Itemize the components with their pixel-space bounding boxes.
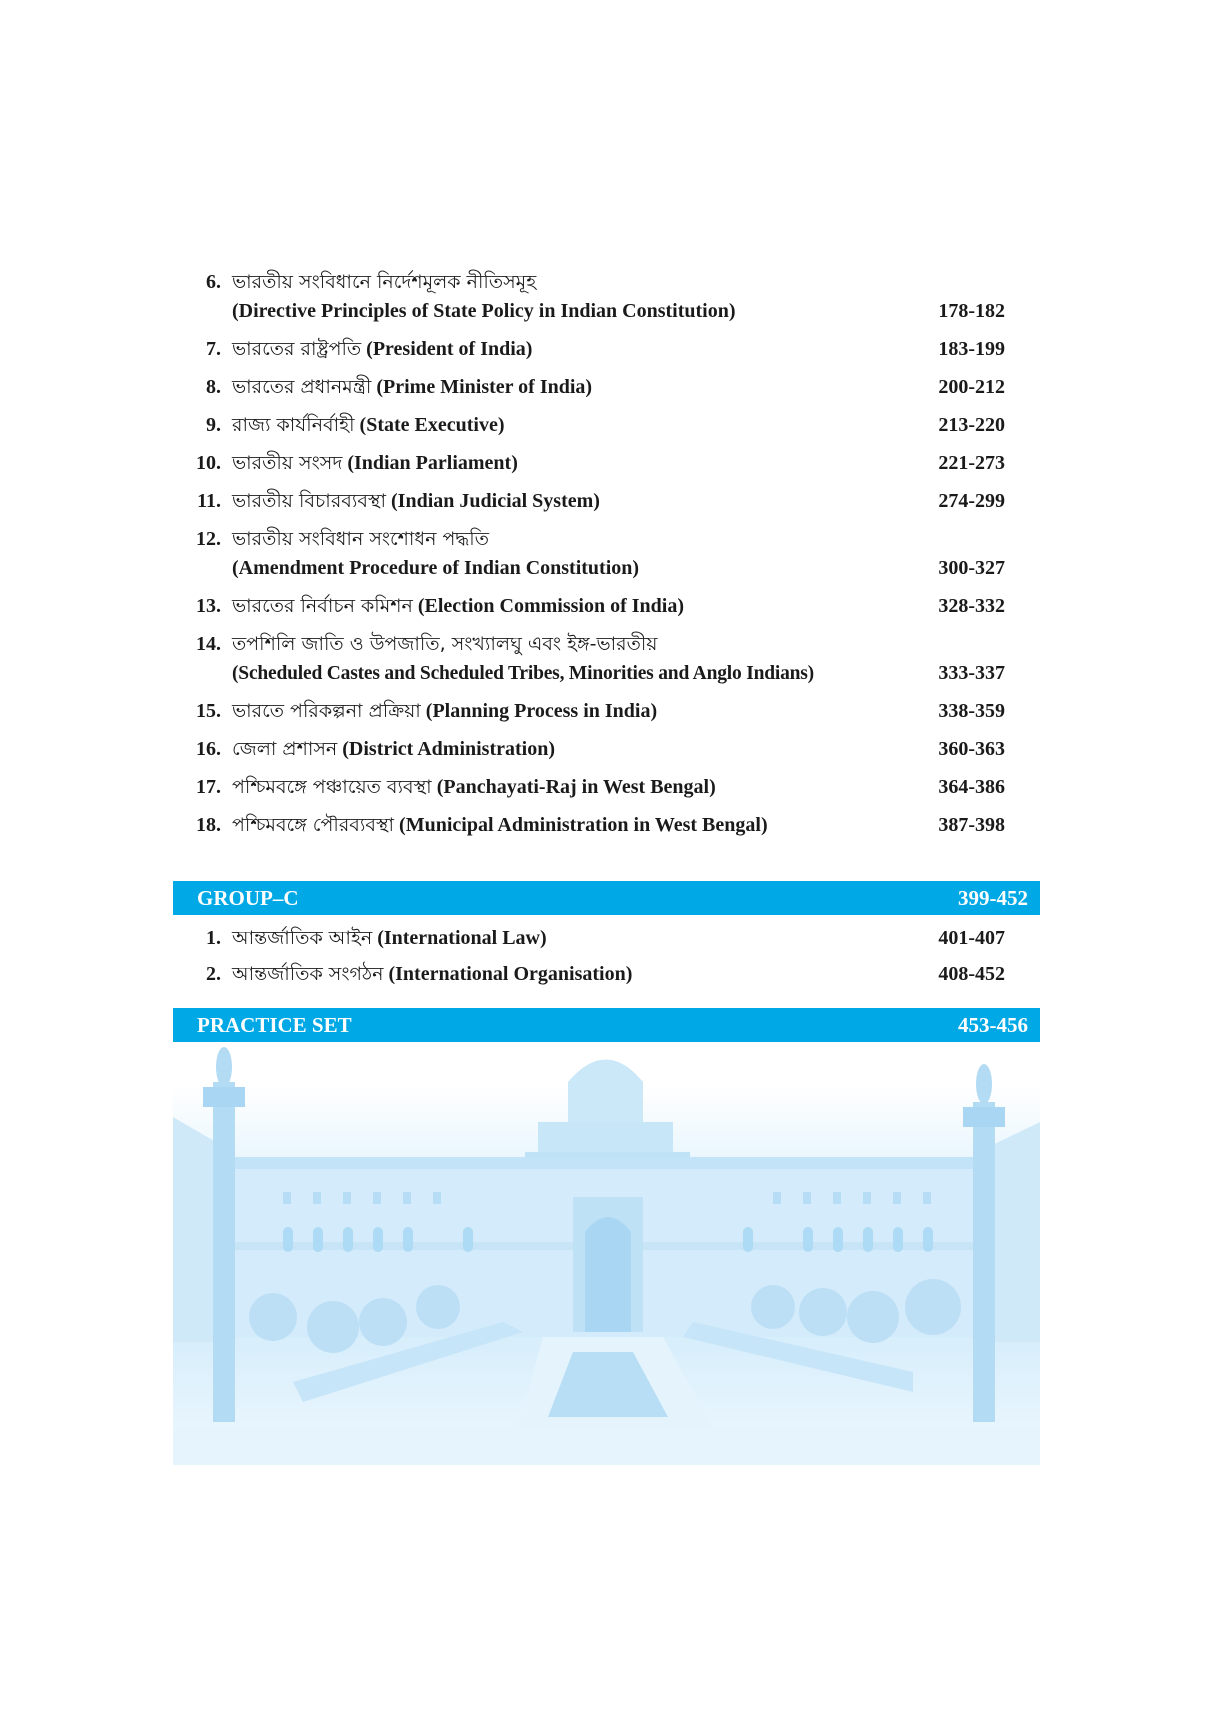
group-c-header-bar[interactable] [173, 881, 1040, 915]
entry-pages: 387-398 [938, 814, 1005, 836]
practice-set-pages: 453-456 [958, 1012, 1028, 1037]
group-c-pages: 399-452 [958, 885, 1028, 910]
toc-entry-17[interactable] [173, 773, 1040, 802]
entry-title-bengali: ভারতের প্রধানমন্ত্রী [232, 376, 372, 398]
toc-entry-c2[interactable] [173, 960, 1040, 989]
toc-entry-14[interactable] [173, 630, 1040, 688]
entry-title-bengali: আন্তর্জাতিক সংগঠন [232, 963, 384, 985]
entry-title-english: (Indian Parliament) [347, 452, 518, 474]
toc-entry-13[interactable] [173, 592, 1040, 621]
entry-number: 2. [206, 963, 221, 985]
entry-number: 6. [206, 271, 221, 293]
entry-pages: 178-182 [938, 300, 1005, 322]
entry-title-english: (Panchayati-Raj in West Bengal) [436, 776, 716, 798]
toc-entry-c1[interactable] [173, 924, 1040, 953]
entry-number: 17. [196, 776, 221, 798]
building-courtyard-photo [173, 1042, 1040, 1465]
entry-pages: 300-327 [938, 557, 1005, 579]
entry-title-english: (Election Commission of India) [417, 595, 684, 617]
entry-pages: 360-363 [938, 738, 1005, 760]
group-c-label: GROUP–C [197, 885, 299, 910]
entry-pages: 338-359 [938, 700, 1005, 722]
entry-title-bengali: ভারতে পরিকল্পনা প্রক্রিয়া [232, 700, 421, 722]
entry-title-bengali: তপশিলি জাতি ও উপজাতি, সংখ্যালঘু এবং ইঙ্গ-ভারতীয় [232, 633, 658, 655]
entry-pages: 333-337 [938, 662, 1005, 684]
entry-number: 9. [206, 414, 221, 436]
practice-set-header-bar[interactable] [173, 1008, 1040, 1042]
toc-entry-9[interactable] [173, 411, 1040, 440]
toc-entry-16[interactable] [173, 735, 1040, 764]
entry-number: 16. [196, 738, 221, 760]
entry-title-english: (Directive Principles of State Policy in Indian Constitution) [232, 300, 736, 322]
toc-entry-18[interactable] [173, 811, 1040, 840]
entry-title-english: (District Administration) [342, 738, 556, 760]
entry-title-english: (International Organisation) [388, 963, 633, 985]
toc-entry-11[interactable] [173, 487, 1040, 516]
entry-title-english: (Prime Minister of India) [376, 376, 593, 398]
entry-title-english: (Indian Judicial System) [391, 490, 600, 512]
entry-title-bengali: পশ্চিমবঙ্গে পঞ্চায়েত ব্যবস্থা [232, 776, 432, 798]
entry-number: 11. [197, 490, 221, 512]
entry-title-bengali: ভারতীয় সংসদ [232, 452, 343, 474]
entry-pages: 200-212 [938, 376, 1005, 398]
toc-entry-10[interactable] [173, 449, 1040, 478]
toc-entry-8[interactable] [173, 373, 1040, 402]
entry-title-english: (Amendment Procedure of Indian Constitution) [232, 557, 640, 579]
table-of-contents-group-c [173, 924, 1040, 996]
entry-pages: 183-199 [938, 338, 1005, 360]
entry-number: 15. [196, 700, 221, 722]
entry-title-english: (Municipal Administration in West Bengal) [399, 814, 768, 836]
entry-number: 13. [196, 595, 221, 617]
entry-title-bengali: আন্তর্জাতিক আইন [232, 927, 373, 949]
entry-title-bengali: ভারতীয় বিচারব্যবস্থা [232, 490, 387, 512]
entry-title-bengali: ভারতের রাষ্ট্রপতি [232, 338, 362, 360]
entry-title-bengali: জেলা প্রশাসন [232, 738, 338, 760]
entry-number: 14. [196, 633, 221, 655]
entry-pages: 274-299 [938, 490, 1005, 512]
toc-entry-6[interactable] [173, 268, 1040, 326]
entry-pages: 408-452 [938, 963, 1005, 985]
entry-number: 12. [196, 528, 221, 550]
practice-set-label: PRACTICE SET [197, 1012, 352, 1037]
entry-title-bengali: ভারতীয় সংবিধানে নির্দেশমূলক নীতিসমূহ [232, 271, 537, 293]
entry-title-english: (State Executive) [359, 414, 505, 436]
entry-number: 7. [206, 338, 221, 360]
entry-title-bengali: ভারতীয় সংবিধান সংশোধন পদ্ধতি [232, 528, 489, 550]
entry-title-bengali: রাজ্য কার্যনির্বাহী [232, 414, 355, 436]
entry-number: 18. [196, 814, 221, 836]
entry-title-bengali: ভারতের নির্বাচন কমিশন [232, 595, 413, 617]
entry-pages: 213-220 [938, 414, 1005, 436]
entry-pages: 364-386 [938, 776, 1005, 798]
entry-pages: 221-273 [938, 452, 1005, 474]
toc-entry-15[interactable] [173, 697, 1040, 726]
entry-title-english: (Planning Process in India) [425, 700, 658, 722]
toc-entry-7[interactable] [173, 335, 1040, 364]
entry-pages: 328-332 [938, 595, 1005, 617]
entry-title-bengali: পশ্চিমবঙ্গে পৌরব্যবস্থা [232, 814, 395, 836]
entry-title-english: (International Law) [377, 927, 547, 949]
entry-title-english: (Scheduled Castes and Scheduled Tribes, Minorities and Anglo Indians) [232, 663, 814, 684]
entry-number: 10. [196, 452, 221, 474]
table-of-contents-group-b [173, 268, 1040, 849]
entry-number: 8. [206, 376, 221, 398]
building-illustration-icon [173, 1042, 1040, 1465]
toc-entry-12[interactable] [173, 525, 1040, 583]
entry-title-english: (President of India) [366, 338, 533, 360]
entry-number: 1. [206, 927, 221, 949]
entry-pages: 401-407 [938, 927, 1005, 949]
